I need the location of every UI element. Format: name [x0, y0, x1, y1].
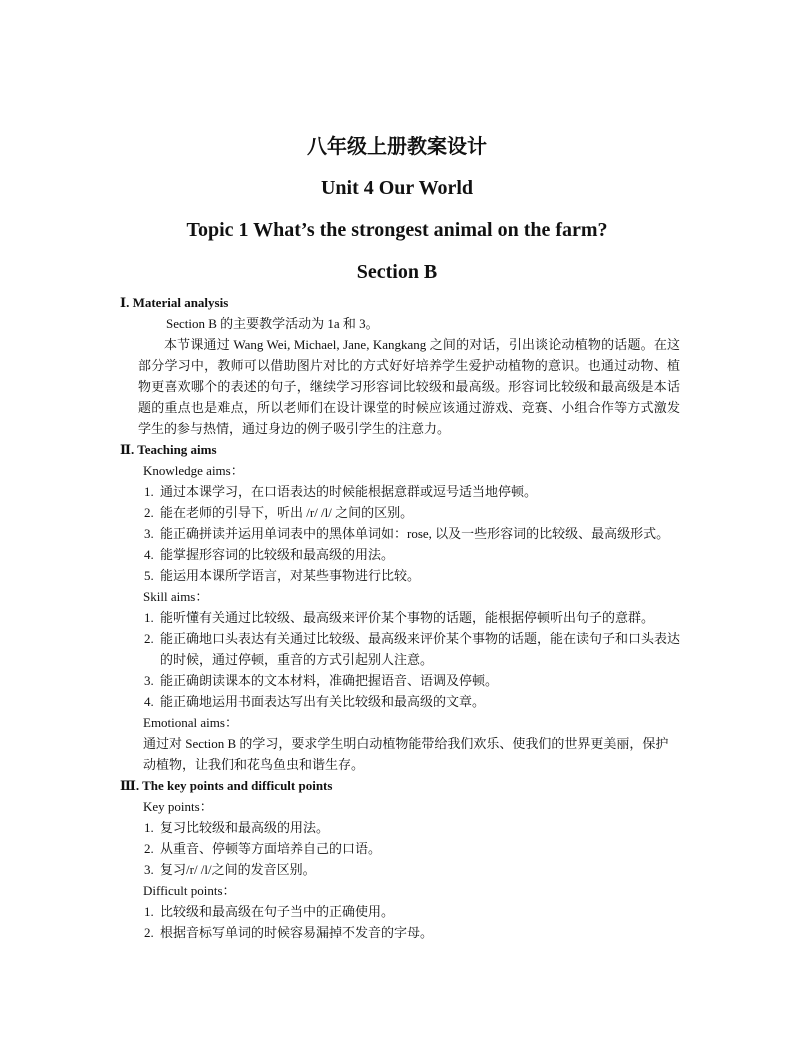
document-body: [120, 292, 680, 943]
skill-aims-list: [120, 607, 680, 712]
material-paragraph-2: 本节课通过 Wang Wei, Michael, Jane, Kangkang 之间的对话，引出谈论动植物的话题。在这部分学习中，教师可以借助图片对比的方式好好培养学生爱护动植物的意识。也通过动物、植物更喜欢哪个的表述的句子，继续学习形容词比较级和最高级。形容词比较级和最高级是本话题的重点也是难点，所以老师们在设计课堂的时候应该通过游戏、竞赛、小组合作等方式激发学生的参与热情，通过身边的例子吸引学生的注意力。: [138, 337, 680, 436]
list-item: 4. 能正确地运用书面表达写出有关比较级和最高级的文章。: [144, 694, 486, 709]
list-item: 2. 能正确地口头表达有关通过比较级、最高级来评价某个事物的话题，能在读句子和口头表达的时候，通过停顿，重音的方式引起别人注意。: [144, 631, 681, 667]
emotional-aims-label: Emotional aims：: [143, 715, 238, 730]
unit-title: Unit 4 Our World: [320, 177, 474, 199]
key-difficult-points-heading: Ⅲ. The key points and difficult points: [120, 778, 333, 793]
knowledge-aims-list: [120, 481, 680, 586]
emotional-aims-text: 通过对 Section B 的学习，要求学生明白动植物能带给我们欢乐、使我们的世界更美丽，保护动植物，让我们和花鸟鱼虫和谐生存。: [143, 736, 669, 772]
list-item: 1. 能听懂有关通过比较级、最高级来评价某个事物的话题，能根据停顿听出句子的意群。: [144, 610, 655, 625]
topic-title: Topic 1 What’s the strongest animal on the farm?: [186, 219, 608, 241]
page-title: 八年级上册教案设计: [307, 136, 487, 158]
key-points-label: Key points：: [143, 799, 213, 814]
list-item: 2. 从重音、停顿等方面培养自己的口语。: [144, 841, 382, 856]
list-item: 3. 能正确拼读并运用单词表中的黑体单词如：rose, 以及一些形容词的比较级、最高级形式。: [144, 526, 670, 541]
teaching-aims-heading: Ⅱ. Teaching aims: [120, 442, 217, 457]
list-item: 5. 能运用本课所学语言，对某些事物进行比较。: [144, 568, 421, 583]
list-item: 2. 能在老师的引导下，听出 /r/ /l/ 之间的区别。: [144, 505, 414, 520]
material-analysis-heading: Ⅰ. Material analysis: [120, 295, 229, 310]
difficult-points-label: Difficult points：: [143, 883, 236, 898]
list-item: 3. 能正确朗读课本的文本材料，准确把握语音、语调及停顿。: [144, 673, 499, 688]
key-points-list: [120, 817, 680, 880]
list-item: 3. 复习/r/ /l/之间的发音区别。: [144, 862, 316, 877]
list-item: 4. 能掌握形容词的比较级和最高级的用法。: [144, 547, 395, 562]
skill-aims-label: Skill aims：: [143, 589, 209, 604]
list-item: 2. 根据音标写单词的时候容易漏掉不发音的字母。: [144, 925, 434, 940]
section-title: Section B: [356, 261, 438, 283]
list-item: 1. 比较级和最高级在句子当中的正确使用。: [144, 904, 395, 919]
material-paragraph-1: Section B 的主要教学活动为 1a 和 3。: [166, 316, 379, 331]
list-item: 1. 复习比较级和最高级的用法。: [144, 820, 330, 835]
difficult-points-list: [120, 901, 680, 943]
knowledge-aims-label: Knowledge aims：: [143, 463, 244, 478]
list-item: 1. 通过本课学习，在口语表达的时候能根据意群或逗号适当地停顿。: [144, 484, 538, 499]
